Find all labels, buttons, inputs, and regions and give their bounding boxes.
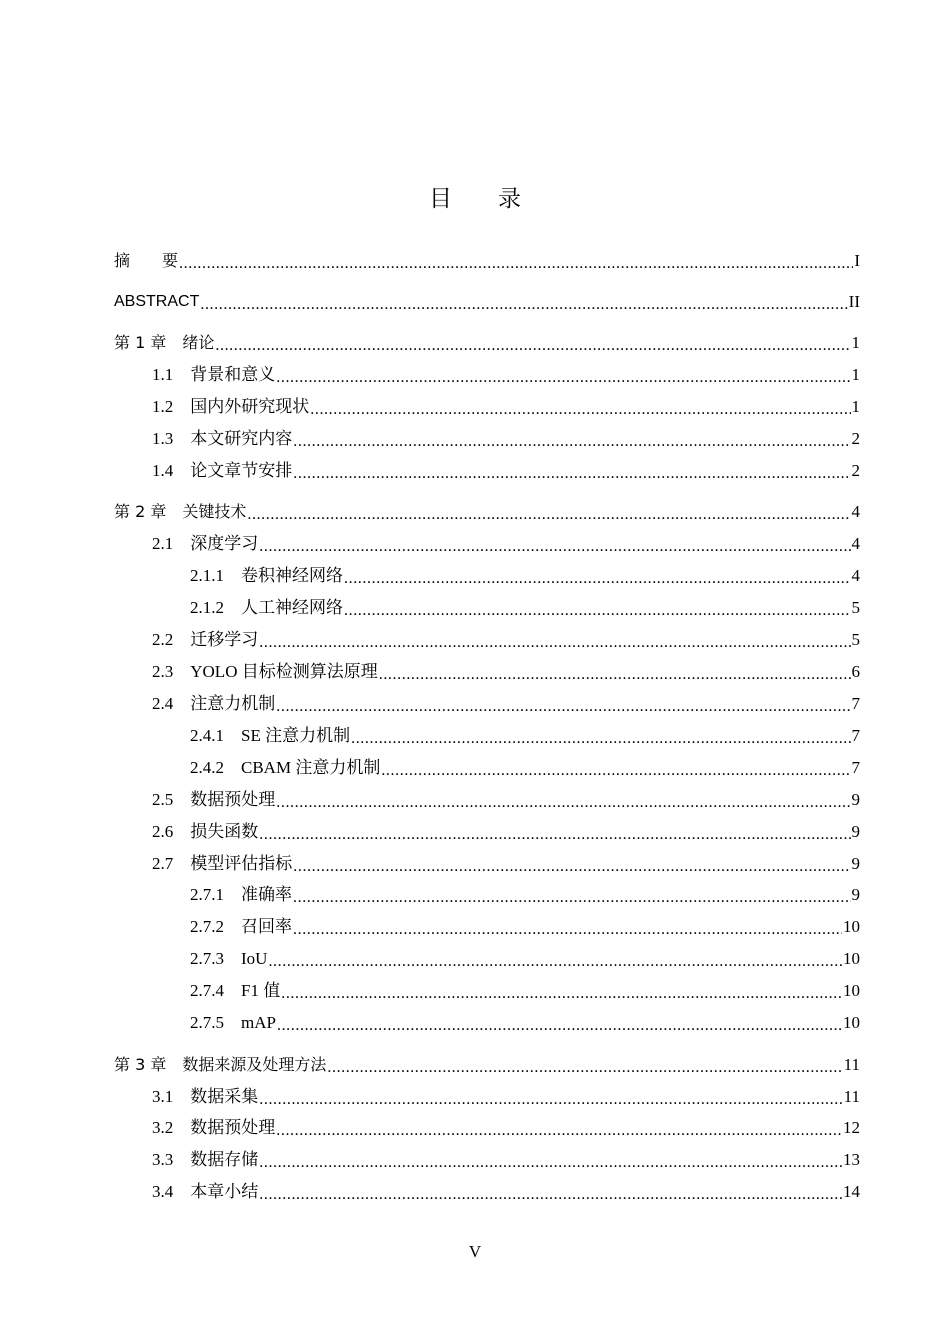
- toc-entry[interactable]: [152, 458, 860, 482]
- toc-entry-label: 关键技术: [182, 502, 247, 521]
- toc-leader-dots: [200, 293, 847, 313]
- toc-leader-dots: [259, 1151, 842, 1171]
- toc-entry-number: 1.3: [152, 429, 191, 448]
- toc-entry[interactable]: [152, 691, 860, 715]
- toc-leader-dots: [344, 567, 851, 587]
- toc-entry[interactable]: [152, 1084, 860, 1108]
- toc-entry-label: SE 注意力机制: [241, 726, 351, 745]
- toc-entry-page: 5: [851, 598, 860, 617]
- toc-entry-page: 4: [851, 566, 860, 585]
- toc-entry-number: 2.7: [152, 854, 191, 873]
- toc-leader-dots: [293, 430, 850, 450]
- toc-entry-label: 绪论: [182, 333, 215, 352]
- toc-entry-page: 13: [843, 1150, 860, 1169]
- toc-entry-label: 数据采集: [190, 1087, 259, 1106]
- toc-entry-number: 2.7.2: [190, 917, 241, 936]
- toc-entry-page: I: [854, 251, 860, 270]
- toc-entry[interactable]: [190, 946, 860, 970]
- toc-entry-label: 注意力机制: [190, 694, 276, 713]
- toc-entry-label: 数据来源及处理方法: [182, 1055, 327, 1074]
- toc-leader-dots: [259, 1183, 842, 1203]
- toc-entry-page: 9: [851, 790, 860, 809]
- toc-entry-label: mAP: [241, 1013, 276, 1032]
- toc-entry-label: 迁移学习: [190, 630, 259, 649]
- toc-entry-label: YOLO 目标检测算法原理: [190, 662, 378, 681]
- toc-entry-label: IoU: [241, 949, 268, 968]
- toc-entry-label: 背景和意义: [190, 365, 276, 384]
- toc-entry-number: 2.7.5: [190, 1013, 241, 1032]
- toc-entry-label: 本章小结: [190, 1182, 259, 1201]
- toc-entry-number: 2.6: [152, 822, 191, 841]
- toc-entry-label: 卷积神经网络: [241, 566, 343, 585]
- toc-entry-label: 论文章节安排: [190, 461, 293, 480]
- toc-entry-page: 1: [851, 397, 860, 416]
- toc-leader-dots: [327, 1056, 842, 1076]
- toc-leader-dots: [351, 727, 850, 747]
- toc-entry-page: 6: [851, 662, 860, 681]
- toc-entry-page: 1: [851, 365, 860, 384]
- toc-entry-number: 2.1.1: [190, 566, 241, 585]
- toc-leader-dots: [259, 631, 850, 651]
- toc-entry-label: 本文研究内容: [190, 429, 293, 448]
- toc-leader-dots: [276, 366, 850, 386]
- toc-entry-number: 2.4.1: [190, 726, 241, 745]
- toc-entry[interactable]: [190, 595, 860, 619]
- toc-entry-label: 损失函数: [190, 822, 259, 841]
- toc-leader-dots: [277, 1014, 842, 1034]
- toc-entry[interactable]: [152, 787, 860, 811]
- toc-entry-number: 2.1: [152, 534, 191, 553]
- toc-entry-label: 国内外研究现状: [190, 397, 310, 416]
- toc-leader-dots: [310, 398, 850, 418]
- toc-entry[interactable]: [190, 563, 860, 587]
- toc-leader-dots: [281, 982, 842, 1002]
- toc-entry-page: 10: [843, 981, 860, 1000]
- toc-title-part1: 目: [429, 186, 452, 212]
- toc-chapter-entry[interactable]: [114, 248, 860, 272]
- toc-entry-label: ABSTRACT: [114, 293, 200, 310]
- toc-entry-page: 2: [851, 429, 860, 448]
- toc-leader-dots: [268, 950, 842, 970]
- toc-entry[interactable]: [152, 531, 860, 555]
- toc-entry[interactable]: [190, 914, 860, 938]
- toc-chapter-entry[interactable]: [114, 330, 860, 354]
- toc-entry-page: 4: [851, 534, 860, 553]
- toc-entry-label: 数据存储: [190, 1150, 259, 1169]
- toc-entry-page: 4: [851, 502, 860, 521]
- toc-entry-number: 1.4: [152, 461, 191, 480]
- toc-entry-page: 10: [843, 949, 860, 968]
- toc-leader-dots: [293, 886, 851, 906]
- toc-entry-page: 7: [851, 758, 860, 777]
- toc-entry-page: 7: [851, 694, 860, 713]
- toc-entry-page: 14: [843, 1182, 860, 1201]
- toc-entry-number: 1.1: [152, 365, 191, 384]
- toc-chapter-entry[interactable]: [114, 499, 860, 523]
- toc-entry-number: 2.4.2: [190, 758, 241, 777]
- toc-entry-label: 数据预处理: [190, 1118, 276, 1137]
- toc-entry-page: 9: [851, 885, 860, 904]
- toc-entry-page: 10: [843, 917, 860, 936]
- toc-entry-label: CBAM 注意力机制: [241, 758, 381, 777]
- toc-entry[interactable]: [152, 1147, 860, 1171]
- toc-entry[interactable]: [152, 1179, 860, 1203]
- toc-entry-page: 7: [851, 726, 860, 745]
- toc-entry-page: 2: [851, 461, 860, 480]
- toc-entry-number: 3.1: [152, 1087, 191, 1106]
- toc-entry-label: F1 值: [241, 981, 281, 1000]
- toc-leader-dots: [381, 759, 850, 779]
- toc-entry-label: 摘 要: [114, 251, 179, 270]
- toc-entry-label: 人工神经网络: [241, 598, 343, 617]
- toc-entry[interactable]: [190, 1010, 860, 1034]
- toc-entry-page: 9: [851, 854, 860, 873]
- toc-entry-label: 数据预处理: [190, 790, 276, 809]
- toc-entry-number: 第 1 章: [114, 333, 183, 352]
- toc-title: [0, 180, 950, 213]
- toc-entry[interactable]: [152, 659, 860, 683]
- toc-entry-page: 1: [851, 333, 860, 352]
- toc-leader-dots: [344, 599, 851, 619]
- toc-entry-number: 3.2: [152, 1118, 191, 1137]
- toc-entry-page: 10: [843, 1013, 860, 1032]
- toc-leader-dots: [215, 334, 850, 354]
- toc-entry[interactable]: [152, 1115, 860, 1139]
- toc-leader-dots: [276, 791, 850, 811]
- toc-entry-number: 3.4: [152, 1182, 191, 1201]
- toc-leader-dots: [379, 663, 851, 683]
- toc-leader-dots: [276, 1119, 842, 1139]
- toc-title-part2: 录: [498, 186, 521, 212]
- toc-entry[interactable]: [190, 755, 860, 779]
- toc-entry-number: 2.7.1: [190, 885, 241, 904]
- toc-entry-number: 1.2: [152, 397, 191, 416]
- toc-entry-number: 2.7.4: [190, 981, 241, 1000]
- toc-entry-number: 2.4: [152, 694, 191, 713]
- toc-entry-page: 11: [843, 1087, 860, 1106]
- toc-entry[interactable]: [152, 627, 860, 651]
- toc-entry[interactable]: [190, 978, 860, 1002]
- toc-entry-number: 2.2: [152, 630, 191, 649]
- toc-leader-dots: [293, 918, 842, 938]
- toc-entry-label: 召回率: [241, 917, 292, 936]
- toc-chapter-entry[interactable]: [114, 289, 860, 313]
- toc-entry-number: 2.3: [152, 662, 191, 681]
- toc-entry-page: 12: [843, 1118, 860, 1137]
- toc-entry[interactable]: [190, 723, 860, 747]
- page-number-footer: V: [468, 1242, 482, 1261]
- toc-entry-number: 2.5: [152, 790, 191, 809]
- toc-chapter-entry[interactable]: [114, 1052, 860, 1076]
- toc-entry[interactable]: [152, 819, 860, 843]
- toc-entry-page: II: [848, 292, 860, 311]
- toc-leader-dots: [247, 503, 850, 523]
- toc-entry-page: 11: [843, 1055, 860, 1074]
- toc-entry[interactable]: [152, 362, 860, 386]
- toc-leader-dots: [293, 855, 850, 875]
- toc-entry[interactable]: [152, 851, 860, 875]
- toc-entry-number: 3.3: [152, 1150, 191, 1169]
- toc-entry-label: 模型评估指标: [190, 854, 293, 873]
- toc-entry-page: 5: [851, 630, 860, 649]
- toc-leader-dots: [293, 462, 850, 482]
- toc-entry[interactable]: [190, 882, 860, 906]
- toc-leader-dots: [259, 823, 850, 843]
- toc-entry-number: 2.7.3: [190, 949, 241, 968]
- toc-leader-dots: [259, 1088, 842, 1108]
- toc-entry[interactable]: [152, 394, 860, 418]
- toc-leader-dots: [259, 535, 850, 555]
- toc-entry-number: 第 2 章: [114, 502, 183, 521]
- toc-entry-number: 第 3 章: [114, 1055, 183, 1074]
- toc-leader-dots: [179, 252, 853, 272]
- toc-leader-dots: [276, 695, 850, 715]
- toc-entry[interactable]: [152, 426, 860, 450]
- toc-entry-label: 准确率: [241, 885, 292, 904]
- toc-entry-number: 2.1.2: [190, 598, 241, 617]
- toc-entry-label: 深度学习: [190, 534, 259, 553]
- toc-entry-page: 9: [851, 822, 860, 841]
